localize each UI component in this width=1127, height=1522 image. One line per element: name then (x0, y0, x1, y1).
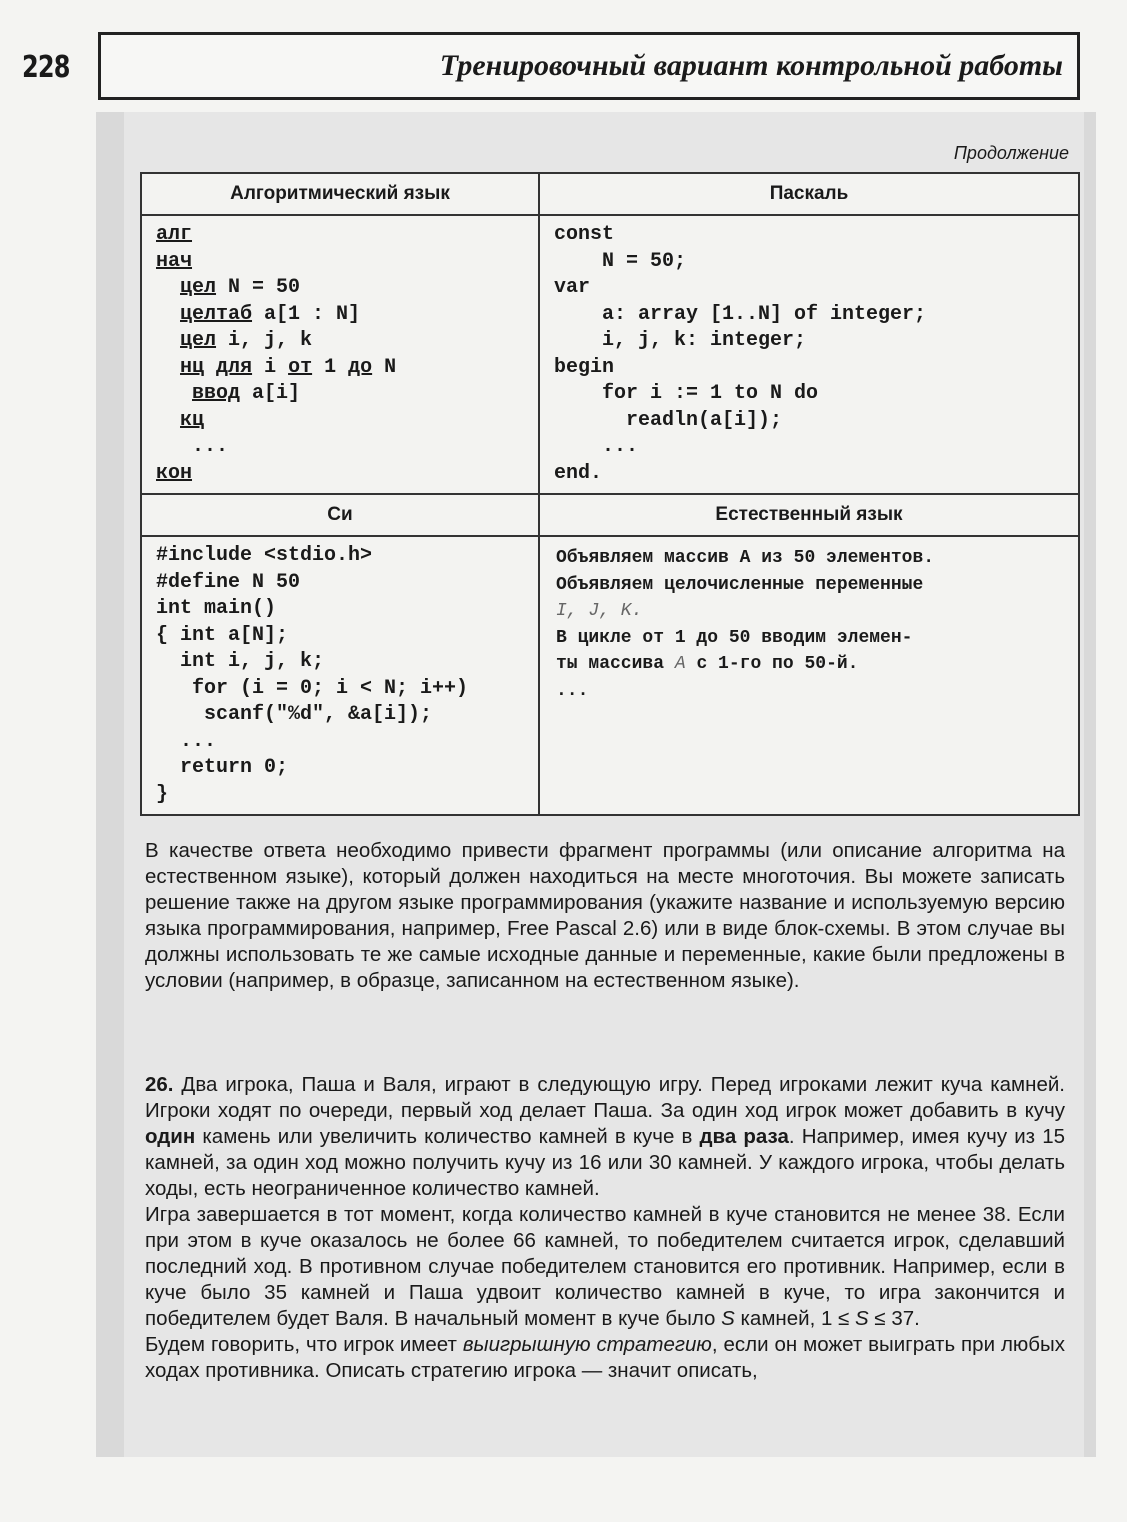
code-table (140, 172, 1080, 816)
task-26: 26. Два игрока, Паша и Валя, играют в следующую игру. Перед игроками лежит куча камней. Игроки ходят по очереди, первый ход делает Паша. За один ход игрок может добавить в кучу один камень или увеличить количество камней в куче в два раза. Например, имея кучу из 15 камней, за один ход можно получить кучу из 16 или 30 камней. У каждого игрока, чтобы делать ходы, есть неограниченное количество камней. Игра завершается в тот момент, когда количество камней в куче становится не менее 38. Если при этом в куче оказалось не более 66 камней, то победителем считается игрок, сделавший последний ход. В противном случае победителем становится его противник. Например, если в куче было 35 камней и Паша удвоит количество камней в куче, то игра закончится и победителем будет Валя. В начальный момент в куче было S камней, 1 ≤ S ≤ 37. Будем говорить, что игрок имеет выигрышную стратегию, если он может выиграть при любых ходах противника. Описать стратегию игрока — значит описать, (145, 1073, 1066, 1382)
header-pascal: Паскаль (539, 173, 1079, 215)
page-title: Тренировочный вариант контрольной работы (439, 49, 1063, 82)
answer-paragraph: В качестве ответа необходимо привести фрагмент программы (или описание алгоритма на естественном языке), который должен находиться на месте многоточия. Вы можете записать решение также на другом языке программирования (укажите название и используемую версию языка программирования, например, Free Pascal 2.6) или в виде блок-схемы. В этом случае вы должны использовать те же самые исходные данные и переменные, какие были предложены в условии (например, в образце, записанном на естественном языке). (145, 839, 1065, 992)
header-natural: Естественный язык (539, 494, 1079, 536)
algorithmic-code: алг нач цел N = 50 целтаб a[1 : N] цел i, j, k нц для i от 1 до N ввод a[i] кц ... кон (156, 223, 397, 485)
continuation-label: Продолжение (953, 143, 1069, 163)
pascal-code: const N = 50; var a: array [1..N] of integer; i, j, k: integer; begin for i := 1 to N do readln(a[i]); ... end. (554, 223, 927, 485)
natural-language-text: Объявляем массив A из 50 элементов. Объявляем целочисленные переменные I, J, K. В цикле от 1 до 50 вводим элемен- ты массива A с 1-го по 50-й. ... (556, 548, 935, 701)
page-number: 228 (22, 50, 70, 85)
task-number: 26. (145, 1073, 174, 1096)
header-box (98, 32, 1080, 100)
c-code: #include <stdio.h> #define N 50 int main() { int a[N]; int i, j, k; for (i = 0; i < N; i++) scanf("%d", &a[i]); ... return 0; } (156, 544, 469, 806)
header-algorithmic: Алгоритмический язык (141, 173, 539, 215)
header-c: Си (141, 494, 539, 536)
